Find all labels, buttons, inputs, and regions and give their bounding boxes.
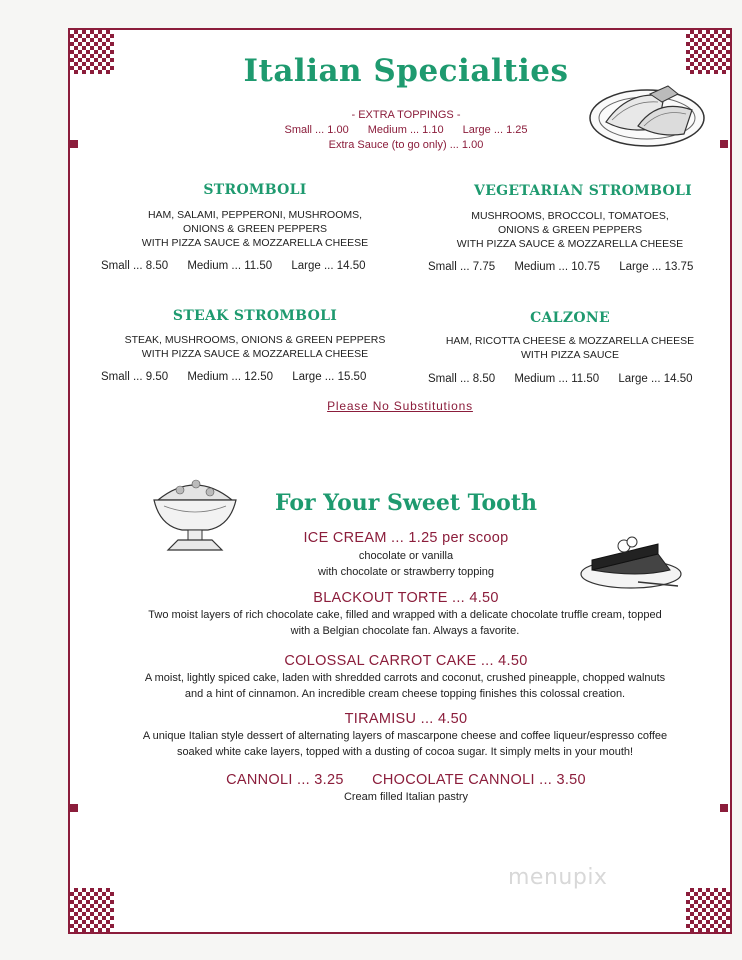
price-medium: Medium ... 11.50 [514, 373, 600, 385]
checker-corner-top-left [70, 30, 114, 74]
tiramisu-desc-line: soaked white cake layers, topped with a dusting of cocoa sugar. It simply melts in your mouth! [176, 746, 634, 758]
calzone-title: CALZONE [530, 310, 610, 326]
checker-corner-bottom-left [70, 888, 114, 932]
sweet-tooth-title: For Your Sweet Tooth [274, 490, 538, 516]
tiramisu-description [80, 728, 730, 760]
edge-mark [70, 140, 78, 148]
vegetarian-stromboli-description [420, 209, 720, 251]
edge-mark [720, 804, 728, 812]
price-small: Small ... 7.75 [428, 261, 496, 273]
cannoli-description: Cream filled Italian pastry [343, 791, 469, 803]
steak-desc-line: STEAK, MUSHROOMS, ONIONS & GREEN PEPPERS [124, 334, 386, 346]
chocolate-cannoli-price: CHOCOLATE CANNOLI ... 3.50 [372, 772, 586, 788]
price-small: Small ... 8.50 [101, 260, 169, 272]
extra-sauce-price: Extra Sauce (to go only) ... 1.00 [328, 139, 484, 151]
extra-toppings [240, 108, 572, 153]
stromboli-title: STROMBOLI [203, 182, 307, 198]
topping-small-price: Small ... 1.00 [284, 124, 349, 136]
ice-cream-desc-line: chocolate or vanilla [358, 550, 454, 562]
page-title: Italian Specialties [243, 53, 569, 89]
checker-corner-bottom-right [686, 888, 730, 932]
blackout-torte-title: BLACKOUT TORTE ... 4.50 [313, 590, 499, 606]
price-medium: Medium ... 10.75 [514, 261, 600, 273]
carrot-desc-line: and a hint of cinnamon. An incredible cream cheese topping finishes this colossal creation. [184, 688, 626, 700]
checker-corner-top-right [686, 30, 730, 74]
steak-stromboli-prices [101, 371, 366, 383]
calzone-description [420, 334, 720, 362]
price-small: Small ... 8.50 [428, 373, 496, 385]
ice-cream-desc-line: with chocolate or strawberry topping [317, 566, 495, 578]
calzone-desc-line: HAM, RICOTTA CHEESE & MOZZARELLA CHEESE [445, 335, 695, 347]
stromboli-description [95, 208, 415, 250]
stromboli-desc-line: HAM, SALAMI, PEPPERONI, MUSHROOMS, [147, 209, 363, 221]
blackout-desc-line: Two moist layers of rich chocolate cake, filled and wrapped with a delicate chocolate truffle cream, topped [148, 609, 662, 621]
blackout-torte-description [80, 607, 730, 639]
cannoli-price: CANNOLI ... 3.25 [226, 772, 344, 788]
price-large: Large ... 13.75 [619, 261, 694, 273]
ice-cream-description [110, 548, 702, 580]
calzone-desc-line: WITH PIZZA SAUCE [520, 349, 619, 361]
calzone-illustration-icon [588, 80, 706, 148]
price-medium: Medium ... 11.50 [187, 260, 273, 272]
carrot-desc-line: A moist, lightly spiced cake, laden with shredded carrots and coconut, crushed pineapple, chopped walnuts [144, 672, 666, 684]
price-large: Large ... 14.50 [291, 260, 366, 272]
toppings-prices [240, 123, 572, 138]
ice-cream-title: ICE CREAM ... 1.25 per scoop [303, 530, 509, 546]
vegetarian-stromboli-prices [428, 261, 693, 273]
topping-medium-price: Medium ... 1.10 [367, 124, 444, 136]
price-large: Large ... 15.50 [292, 371, 367, 383]
carrot-cake-description [80, 670, 730, 702]
edge-mark [70, 804, 78, 812]
edge-mark [720, 140, 728, 148]
stromboli-prices [101, 260, 366, 272]
price-large: Large ... 14.50 [618, 373, 693, 385]
topping-large-price: Large ... 1.25 [462, 124, 528, 136]
stromboli-desc-line: ONIONS & GREEN PEPPERS [182, 223, 328, 235]
steak-stromboli-description [95, 333, 415, 361]
vegetarian-desc-line: WITH PIZZA SAUCE & MOZZARELLA CHEESE [456, 238, 684, 250]
steak-desc-line: WITH PIZZA SAUCE & MOZZARELLA CHEESE [141, 348, 369, 360]
tiramisu-desc-line: A unique Italian style dessert of alternating layers of mascarpone cheese and coffee liqueur/espresso coffee [142, 730, 668, 742]
price-small: Small ... 9.50 [101, 371, 169, 383]
vegetarian-desc-line: MUSHROOMS, BROCCOLI, TOMATOES, [471, 210, 669, 222]
vegetarian-stromboli-title: VEGETARIAN STROMBOLI [474, 183, 692, 199]
calzone-prices [428, 373, 693, 385]
price-medium: Medium ... 12.50 [187, 371, 273, 383]
no-substitutions-note: Please No Substitutions [327, 399, 473, 413]
stromboli-desc-line: WITH PIZZA SAUCE & MOZZARELLA CHEESE [141, 237, 369, 249]
tiramisu-title: TIRAMISU ... 4.50 [344, 711, 468, 727]
watermark: menupix [508, 865, 608, 890]
blackout-desc-line: with a Belgian chocolate fan. Always a favorite. [290, 625, 520, 637]
cannoli-title [110, 772, 702, 788]
toppings-heading: - EXTRA TOPPINGS - [351, 109, 461, 121]
vegetarian-desc-line: ONIONS & GREEN PEPPERS [497, 224, 643, 236]
carrot-cake-title: COLOSSAL CARROT CAKE ... 4.50 [284, 653, 528, 669]
steak-stromboli-title: STEAK STROMBOLI [172, 308, 338, 324]
